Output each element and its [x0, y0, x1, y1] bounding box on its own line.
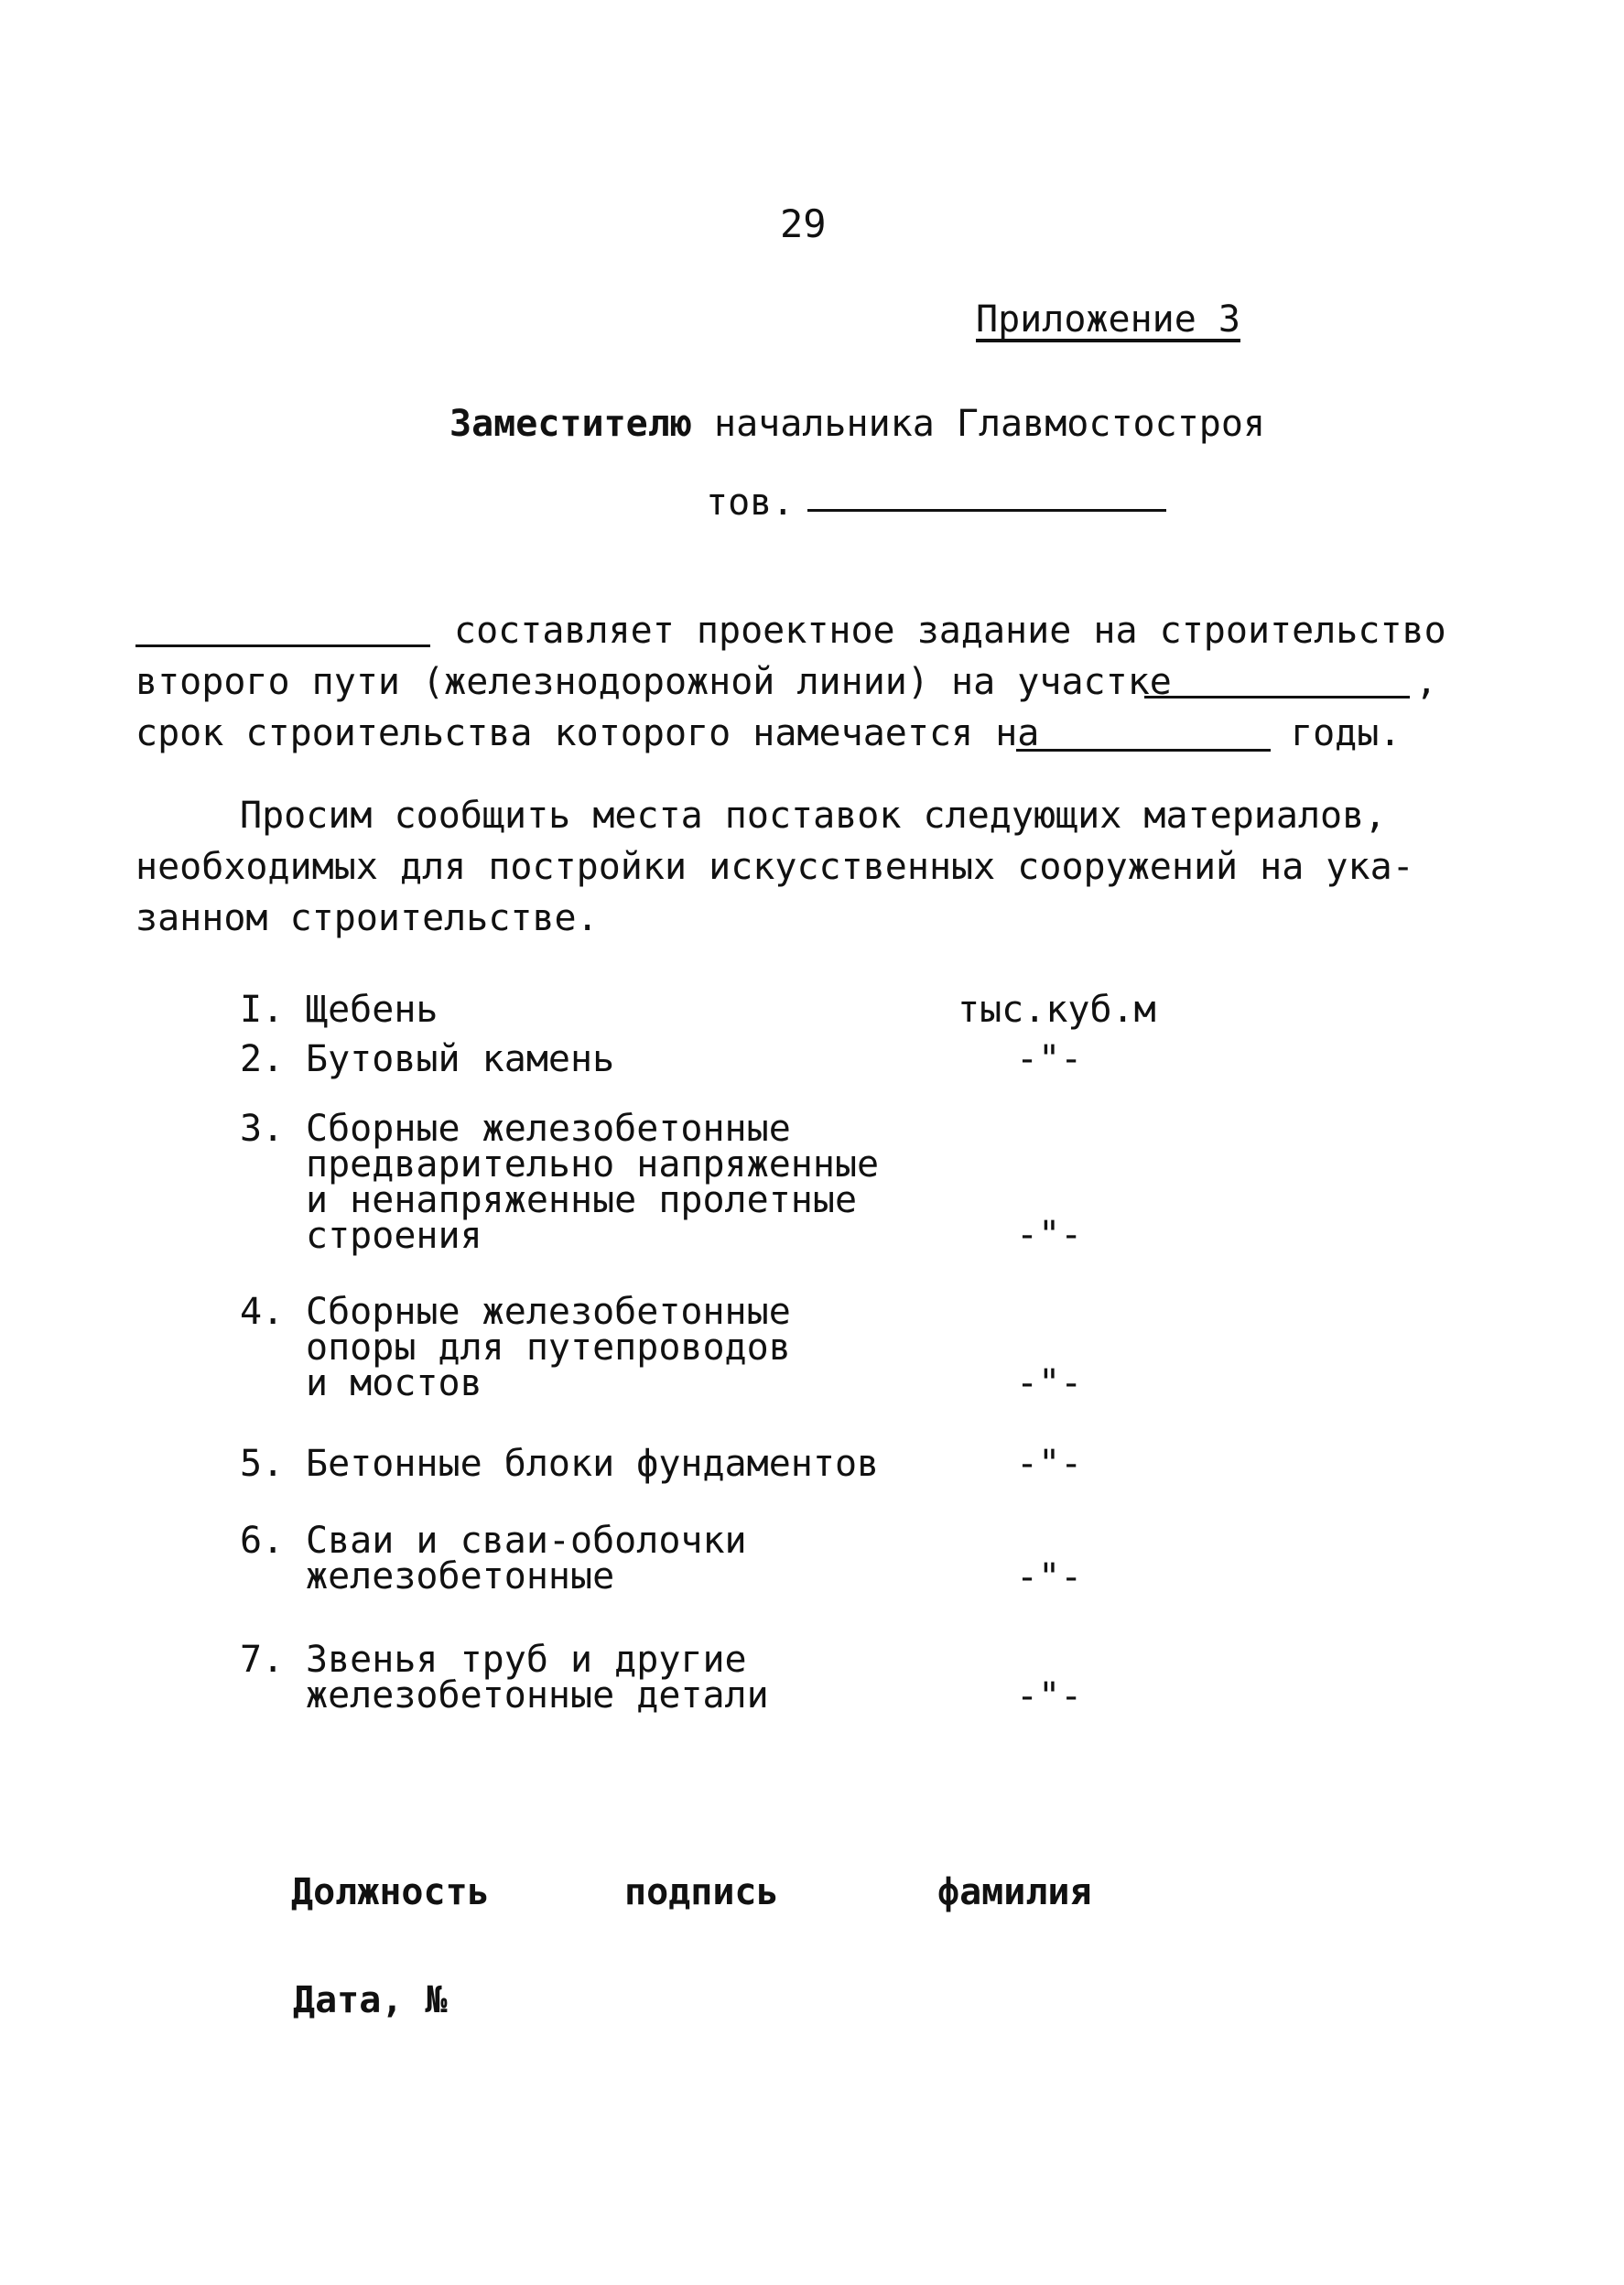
list-item-number: 5. [240, 1443, 285, 1485]
list-item-text: Звенья труб и другие [306, 1639, 747, 1681]
date-number-label: Дата, № [293, 1979, 448, 2021]
list-item-text: Бетонные блоки фундаментов [306, 1443, 880, 1485]
page-number: 29 [780, 201, 827, 246]
paragraph1-line1: составляет проектное задание на строительство [454, 610, 1446, 652]
paragraph1-line3-end: годы. [1291, 712, 1402, 754]
list-item-text: Сборные железобетонные [306, 1291, 791, 1333]
list-item-number: I. [240, 989, 285, 1031]
list-item-text: опоры для путепроводов [306, 1327, 791, 1369]
list-item-unit: -"- [1016, 1362, 1083, 1404]
signature-sign-label: подпись [624, 1871, 779, 1913]
addressee-line [449, 399, 1265, 449]
list-item-text: и мостов [306, 1362, 482, 1404]
org-blank-line [135, 644, 430, 647]
list-item-unit: -"- [1016, 1038, 1083, 1080]
list-item-number: 6. [240, 1520, 285, 1562]
list-item-text: железобетонные [306, 1555, 615, 1597]
list-item-text: строения [306, 1215, 482, 1257]
list-item-unit: -"- [1016, 1443, 1083, 1485]
paragraph2-line3: занном строительстве. [135, 897, 599, 939]
appendix-label: Приложение 3 [976, 298, 1240, 341]
list-item-text: Сваи и сваи-оболочки [306, 1520, 747, 1562]
tov-label: тов. [706, 482, 795, 524]
paragraph2-line2: необходимых для постройки искусственных сооружений на ука- [135, 846, 1414, 888]
signature-position-label: Должность [291, 1871, 490, 1913]
list-item-number: 3. [240, 1108, 285, 1150]
list-item-text: предварительно напряженные [306, 1143, 880, 1186]
addressee-rest: начальника Главмостостроя [691, 403, 1266, 445]
signature-surname-label: фамилия [937, 1871, 1092, 1913]
paragraph2-line1: Просим сообщить места поставок следующих материалов, [240, 795, 1387, 837]
list-item-text: Сборные железобетонные [306, 1108, 791, 1150]
list-item-text: Бутовый камень [306, 1038, 615, 1080]
paragraph1-line2: второго пути (железнодорожной линии) на участке [135, 661, 1172, 703]
list-item-number: 7. [240, 1639, 285, 1681]
list-item-unit: -"- [1016, 1675, 1083, 1717]
years-blank-line [1016, 749, 1271, 752]
list-item-unit: тыс.куб.м [958, 989, 1156, 1031]
list-item-unit: -"- [1016, 1556, 1083, 1598]
list-item-number: 2. [240, 1038, 285, 1080]
paragraph1-line3: срок строительства которого намечается на [135, 712, 1040, 754]
addressee-prefix: Заместителю [449, 403, 692, 445]
list-item-text: Щебень [306, 989, 438, 1031]
paragraph1-line2-end: , [1415, 661, 1438, 703]
section-blank-line [1144, 696, 1410, 698]
list-item-text: железобетонные детали [306, 1674, 769, 1716]
list-item-text: и ненапряженные пролетные [306, 1179, 858, 1221]
tov-blank-line [807, 509, 1166, 512]
list-item-number: 4. [240, 1291, 285, 1333]
list-item-unit: -"- [1016, 1214, 1083, 1256]
